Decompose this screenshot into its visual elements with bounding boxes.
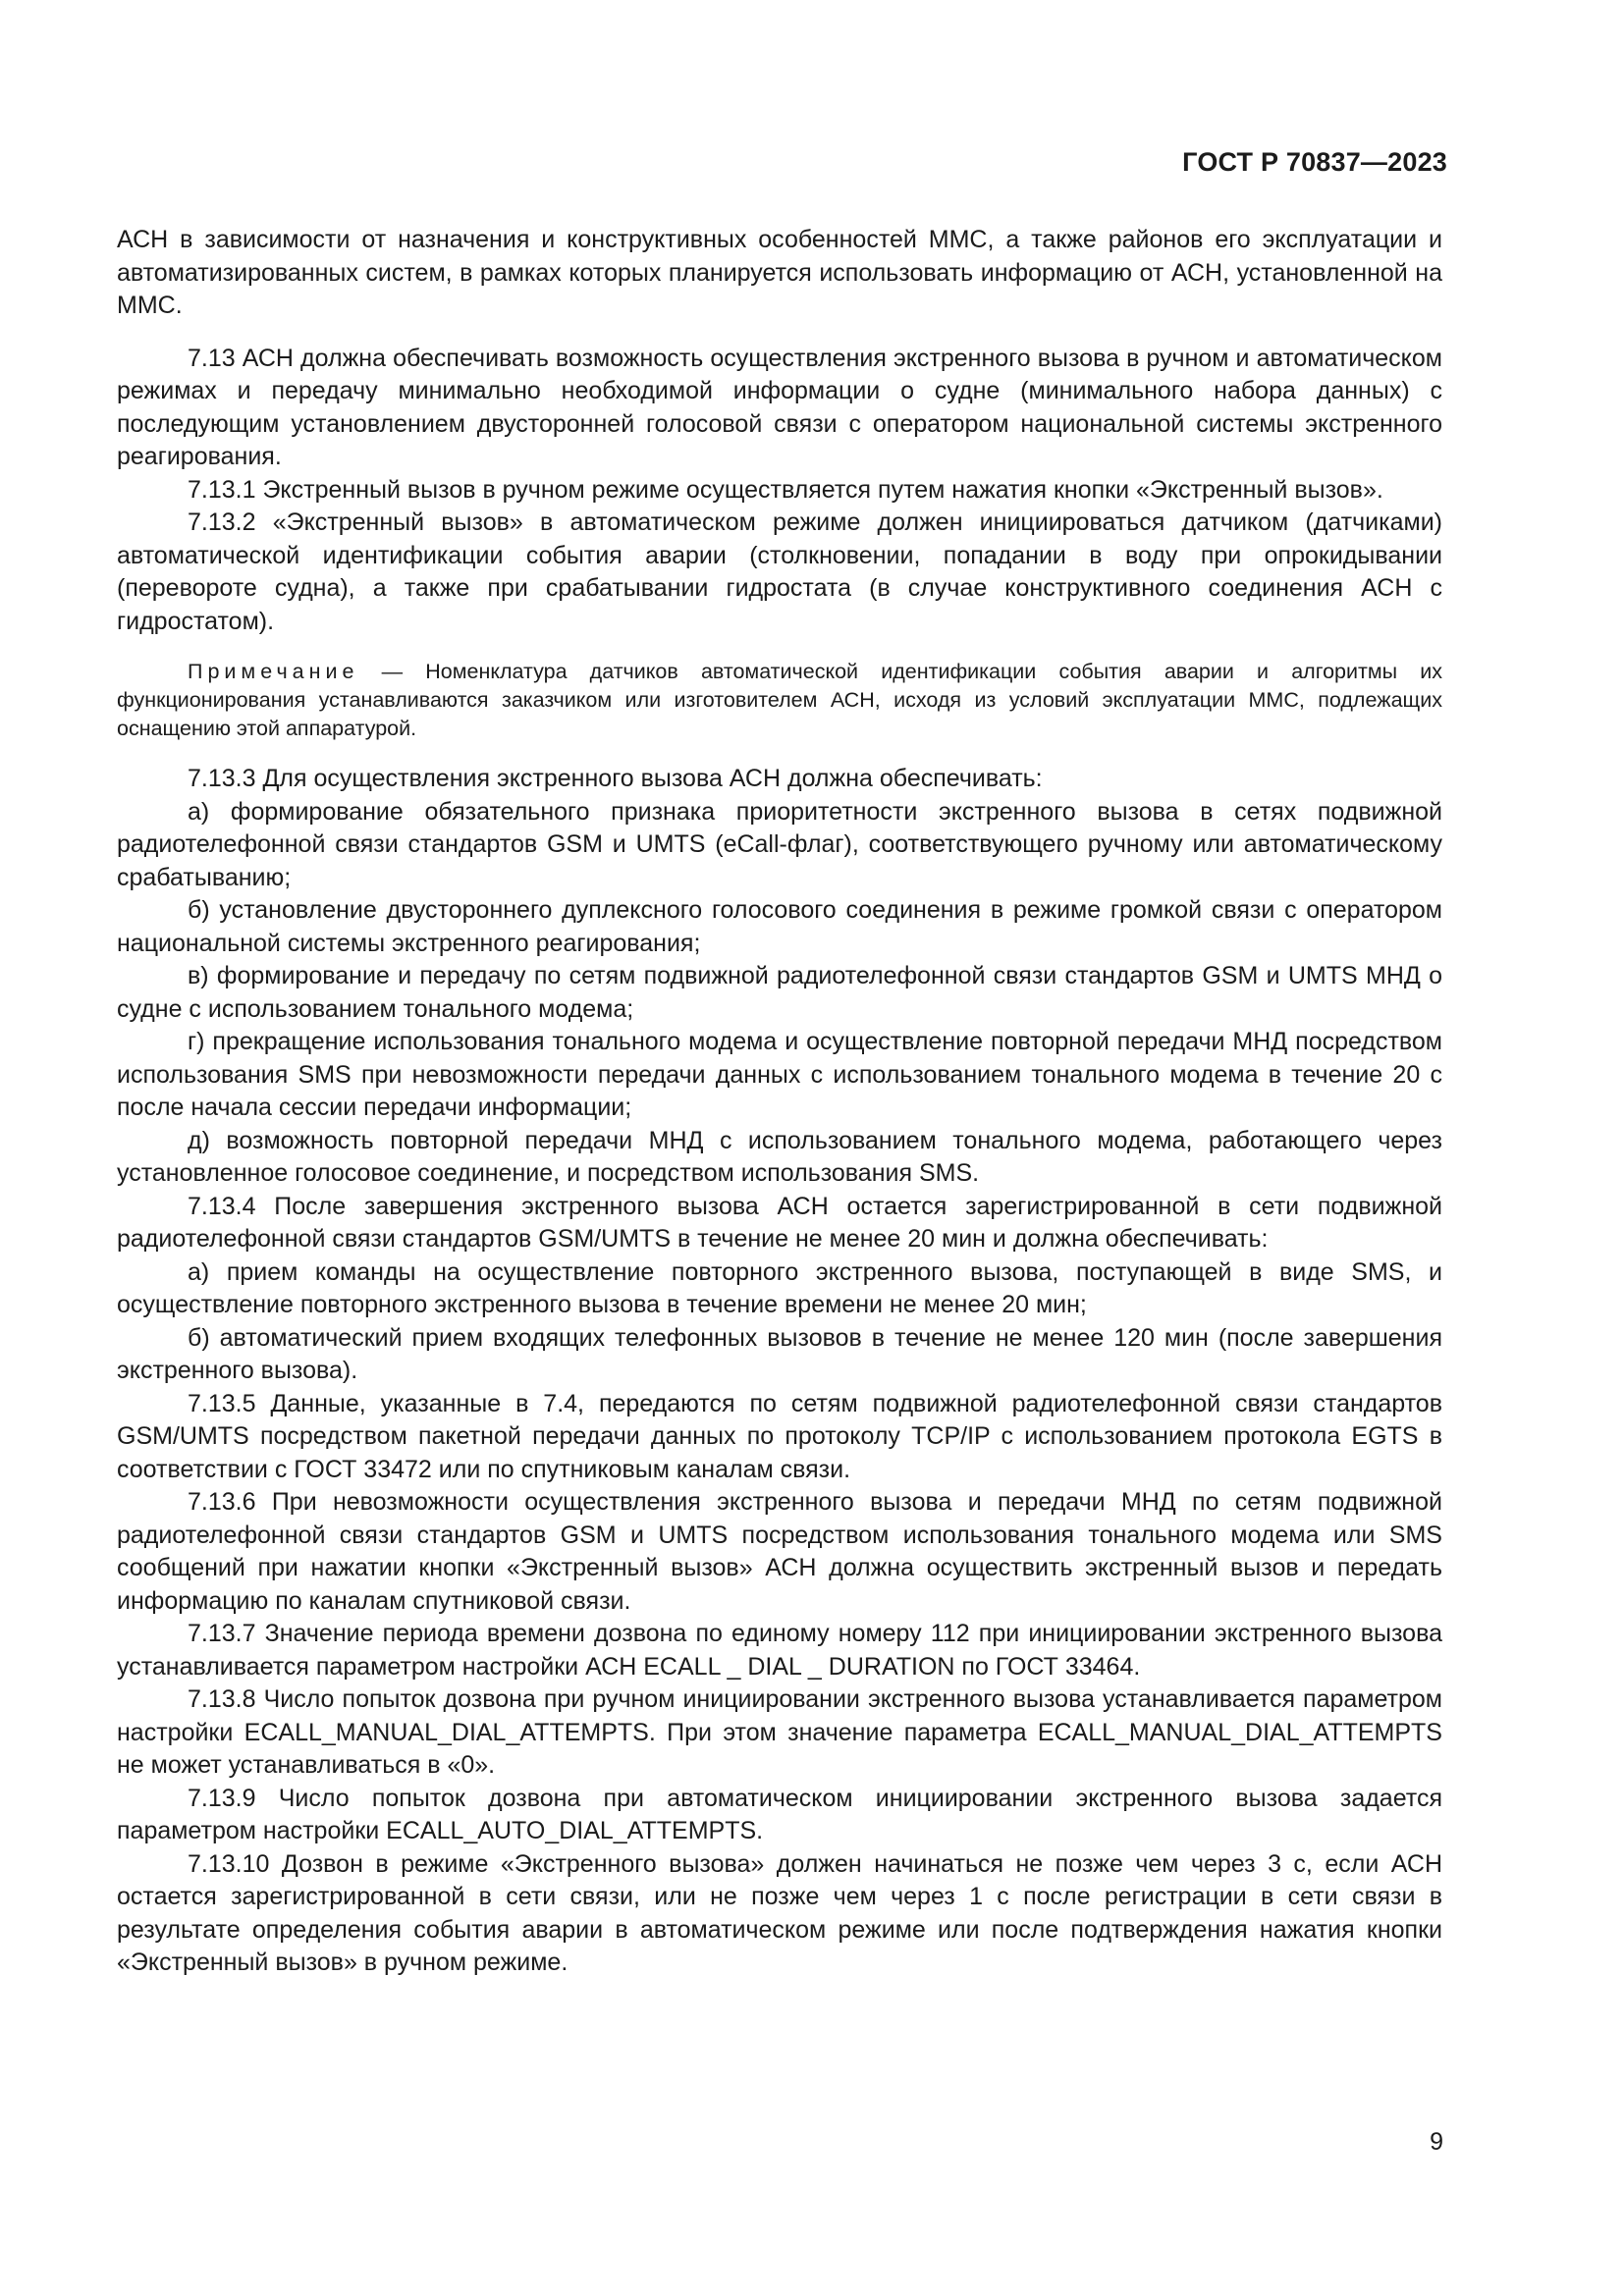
note	[117, 658, 1442, 743]
note-label: Примечание	[188, 660, 359, 683]
paragraph-7-13-8: 7.13.8 Число попыток дозвона при ручном инициировании экстренного вызова устанавливается параметром настройки ECALL_MANUAL_DIAL_ATTEMPTS. При этом значение параметра ECALL_MANUAL_DIAL_ATTEMPTS не может устанавливаться в «0».	[117, 1685, 1442, 1779]
note-dash: —	[358, 660, 426, 683]
paragraph-7-13-10: 7.13.10 Дозвон в режиме «Экстренного вызова» должен начинаться не позже чем через 3 с, если АСН остается зарегистрированной в сети связи, или не позже чем через 1 с после регистрации в сети связи в результате определения события аварии в автоматическом режиме или после подтверждения нажатия кнопки «Экстренный вызов» в ручном режиме.	[117, 1849, 1442, 1976]
list-item-g: г) прекращение использования тонального модема и осуществление повторной передачи МНД посредством использования SMS при невозможности передачи данных с использованием тонального модема в течение 20 с после начала сессии передачи информации;	[117, 1028, 1442, 1121]
paragraph-7-13-2: 7.13.2 «Экстренный вызов» в автоматическом режиме должен инициироваться датчиком (датчиками) автоматической идентификации события аварии (столкновении, попадании в воду при опрокидывании (перевороте судна), а также при срабатывании гидростата (в случае конструктивного соединения АСН с гидростатом).	[117, 508, 1442, 635]
list-item-b-2: б) автоматический прием входящих телефонных вызовов в течение не менее 120 мин (после завершения экстренного вызова).	[117, 1323, 1442, 1384]
list-item-v: в) формирование и передачу по сетям подвижной радиотелефонной связи стандартов GSM и UMTS МНД о судне с использованием тонального модема;	[117, 962, 1442, 1023]
paragraph-continuation: АСН в зависимости от назначения и конструктивных особенностей ММС, а также районов его эксплуатации и автоматизированных систем, в рамках которых планируется использовать информацию от АСН, установленной на ММС.	[117, 226, 1442, 319]
note-text: Номенклатура датчиков автоматической идентификации события аварии и алгоритмы их функционирования устанавливаются заказчиком или изготовителем АСН, исходя из условий эксплуатации ММС, подлежащих оснащению этой аппаратурой.	[117, 660, 1442, 740]
paragraph-7-13-1: 7.13.1 Экстренный вызов в ручном режиме осуществляется путем нажатия кнопки «Экстренный вызов».	[188, 475, 1383, 504]
paragraph-7-13-3: 7.13.3 Для осуществления экстренного вызова АСН должна обеспечивать:	[188, 765, 1043, 792]
page-number: 9	[1430, 2128, 1443, 2156]
paragraph-7-13-4: 7.13.4 После завершения экстренного вызова АСН остается зарегистрированной в сети подвижной радиотелефонной связи стандартов GSM/UMTS в течение не менее 20 мин и должна обеспечивать:	[117, 1192, 1442, 1253]
document-header: ГОСТ Р 70837—2023	[1182, 147, 1447, 177]
paragraph-7-13-9: 7.13.9 Число попыток дозвона при автоматическом инициировании экстренного вызова задается параметром настройки ECALL_AUTO_DIAL_ATTEMPTS.	[117, 1784, 1442, 1844]
list-item-d: д) возможность повторной передачи МНД с использованием тонального модема, работающего через установленное голосовое соединение, и посредством использования SMS.	[117, 1126, 1442, 1187]
paragraph-7-13-5: 7.13.5 Данные, указанные в 7.4, передаются по сетям подвижной радиотелефонной связи стандартов GSM/UMTS посредством пакетной передачи данных по протоколу TCP/IP с использованием протокола EGTS в соответствии с ГОСТ 33472 или по спутниковым каналам связи.	[117, 1389, 1442, 1483]
paragraph-7-13: 7.13 АСН должна обеспечивать возможность осуществления экстренного вызова в ручном и автоматическом режимах и передачу минимально необходимой информации о судне (минимального набора данных) с последующим установлением двусторонней голосовой связи с оператором национальной системы экстренного реагирования.	[117, 344, 1442, 470]
paragraph-7-13-7: 7.13.7 Значение периода времени дозвона по единому номеру 112 при инициировании экстренного вызова устанавливается параметром настройки АСН ECALL _ DIAL _ DURATION по ГОСТ 33464.	[117, 1620, 1442, 1681]
list-item-a: а) формирование обязательного признака приоритетности экстренного вызова в сетях подвижной радиотелефонной связи стандартов GSM и UMTS (eCall-флаг), соответствующего ручному или автоматическому срабатыванию;	[117, 797, 1442, 891]
document-body	[117, 224, 1442, 1980]
list-item-b: б) установление двустороннего дуплексного голосового соединения в режиме громкой связи с оператором национальной системы экстренного реагирования;	[117, 896, 1442, 957]
list-item-a-2: а) прием команды на осуществление повторного экстренного вызова, поступающей в виде SMS, и осуществление повторного экстренного вызова в течение времени не менее 20 мин;	[117, 1257, 1442, 1318]
paragraph-7-13-6: 7.13.6 При невозможности осуществления экстренного вызова и передачи МНД по сетям подвижной радиотелефонной связи стандартов GSM и UMTS посредством использования тонального модема или SMS сообщений при нажатии кнопки «Экстренный вызов» АСН должна осуществить экстренный вызов и передать информацию по каналам спутниковой связи.	[117, 1488, 1442, 1615]
